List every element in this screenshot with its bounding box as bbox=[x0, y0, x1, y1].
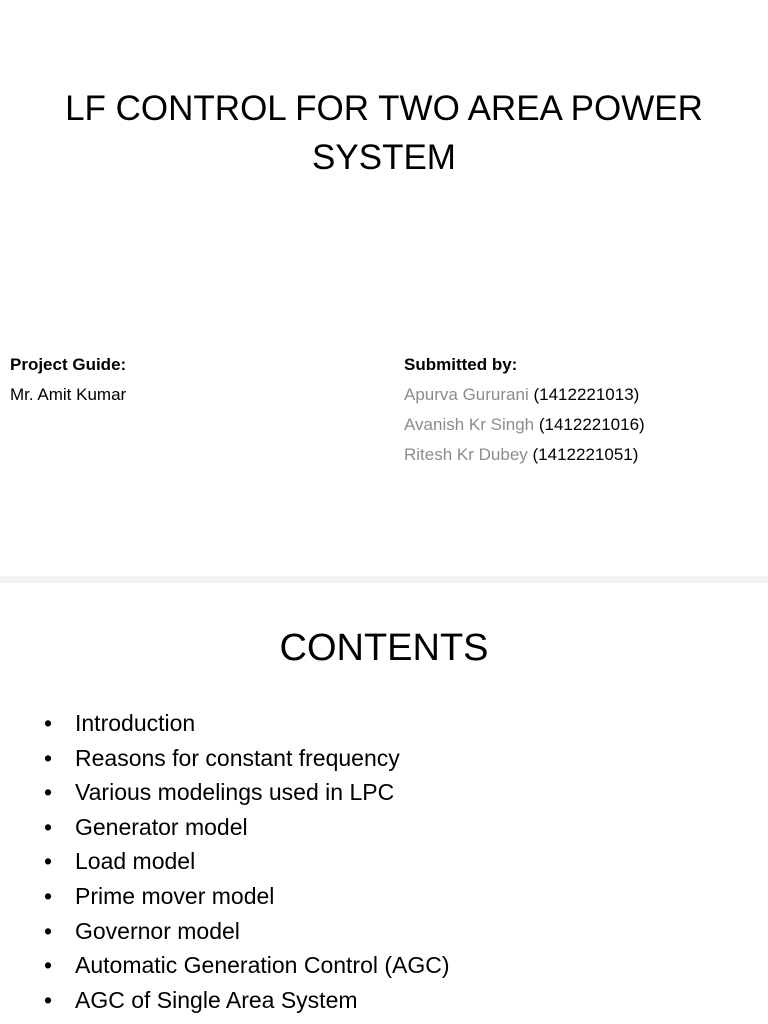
list-item bbox=[44, 775, 744, 810]
list-item bbox=[44, 741, 744, 776]
list-item bbox=[44, 844, 744, 879]
team-member bbox=[404, 380, 754, 410]
list-item-text: Governor model bbox=[75, 917, 240, 944]
list-item-text: Load model bbox=[75, 848, 196, 875]
contents-list bbox=[44, 706, 744, 1017]
team-member bbox=[404, 440, 754, 470]
list-item bbox=[44, 810, 744, 845]
list-item-text: Generator model bbox=[75, 813, 248, 840]
bullet-icon: • bbox=[44, 952, 53, 979]
list-item-text: Reasons for constant frequency bbox=[75, 744, 400, 771]
list-item-text: Introduction bbox=[75, 710, 196, 736]
list-item bbox=[44, 879, 744, 914]
contents-slide bbox=[0, 583, 768, 1024]
contents-title: CONTENTS bbox=[279, 627, 489, 669]
member-name: Ritesh Kr Dubey bbox=[404, 445, 528, 464]
bullet-icon: • bbox=[44, 744, 53, 771]
list-item bbox=[44, 706, 744, 741]
member-roll-number: (1412221051) bbox=[532, 445, 639, 464]
bullet-icon: • bbox=[44, 710, 53, 736]
list-item bbox=[44, 948, 744, 983]
project-guide-name: Mr. Amit Kumar bbox=[10, 385, 127, 404]
slide-title: LF CONTROL FOR TWO AREA POWER SYSTEM bbox=[65, 89, 703, 177]
member-roll-number: (1412221013) bbox=[533, 385, 640, 404]
project-guide-heading: Project Guide: bbox=[10, 355, 127, 374]
list-item bbox=[44, 983, 744, 1018]
list-item-text: Various modelings used in LPC bbox=[75, 779, 395, 806]
member-name: Apurva Gururani bbox=[404, 385, 529, 404]
submitted-by-heading: Submitted by: bbox=[404, 355, 518, 374]
slide-divider bbox=[0, 576, 768, 583]
bullet-icon: • bbox=[44, 848, 53, 875]
list-item-text: Prime mover model bbox=[75, 882, 275, 909]
list-item bbox=[44, 914, 744, 949]
member-name: Avanish Kr Singh bbox=[404, 415, 535, 434]
team-member bbox=[404, 410, 754, 440]
bullet-icon: • bbox=[44, 917, 53, 944]
project-guide-block bbox=[10, 350, 370, 410]
submitted-by-block bbox=[404, 350, 754, 470]
member-roll-number: (1412221016) bbox=[538, 415, 645, 434]
list-item-text: Automatic Generation Control (AGC) bbox=[75, 952, 450, 979]
bullet-icon: • bbox=[44, 779, 53, 806]
bullet-icon: • bbox=[44, 882, 53, 909]
list-item-text: AGC of Single Area System bbox=[75, 986, 358, 1013]
bullet-icon: • bbox=[44, 986, 53, 1013]
bullet-icon: • bbox=[44, 813, 53, 840]
